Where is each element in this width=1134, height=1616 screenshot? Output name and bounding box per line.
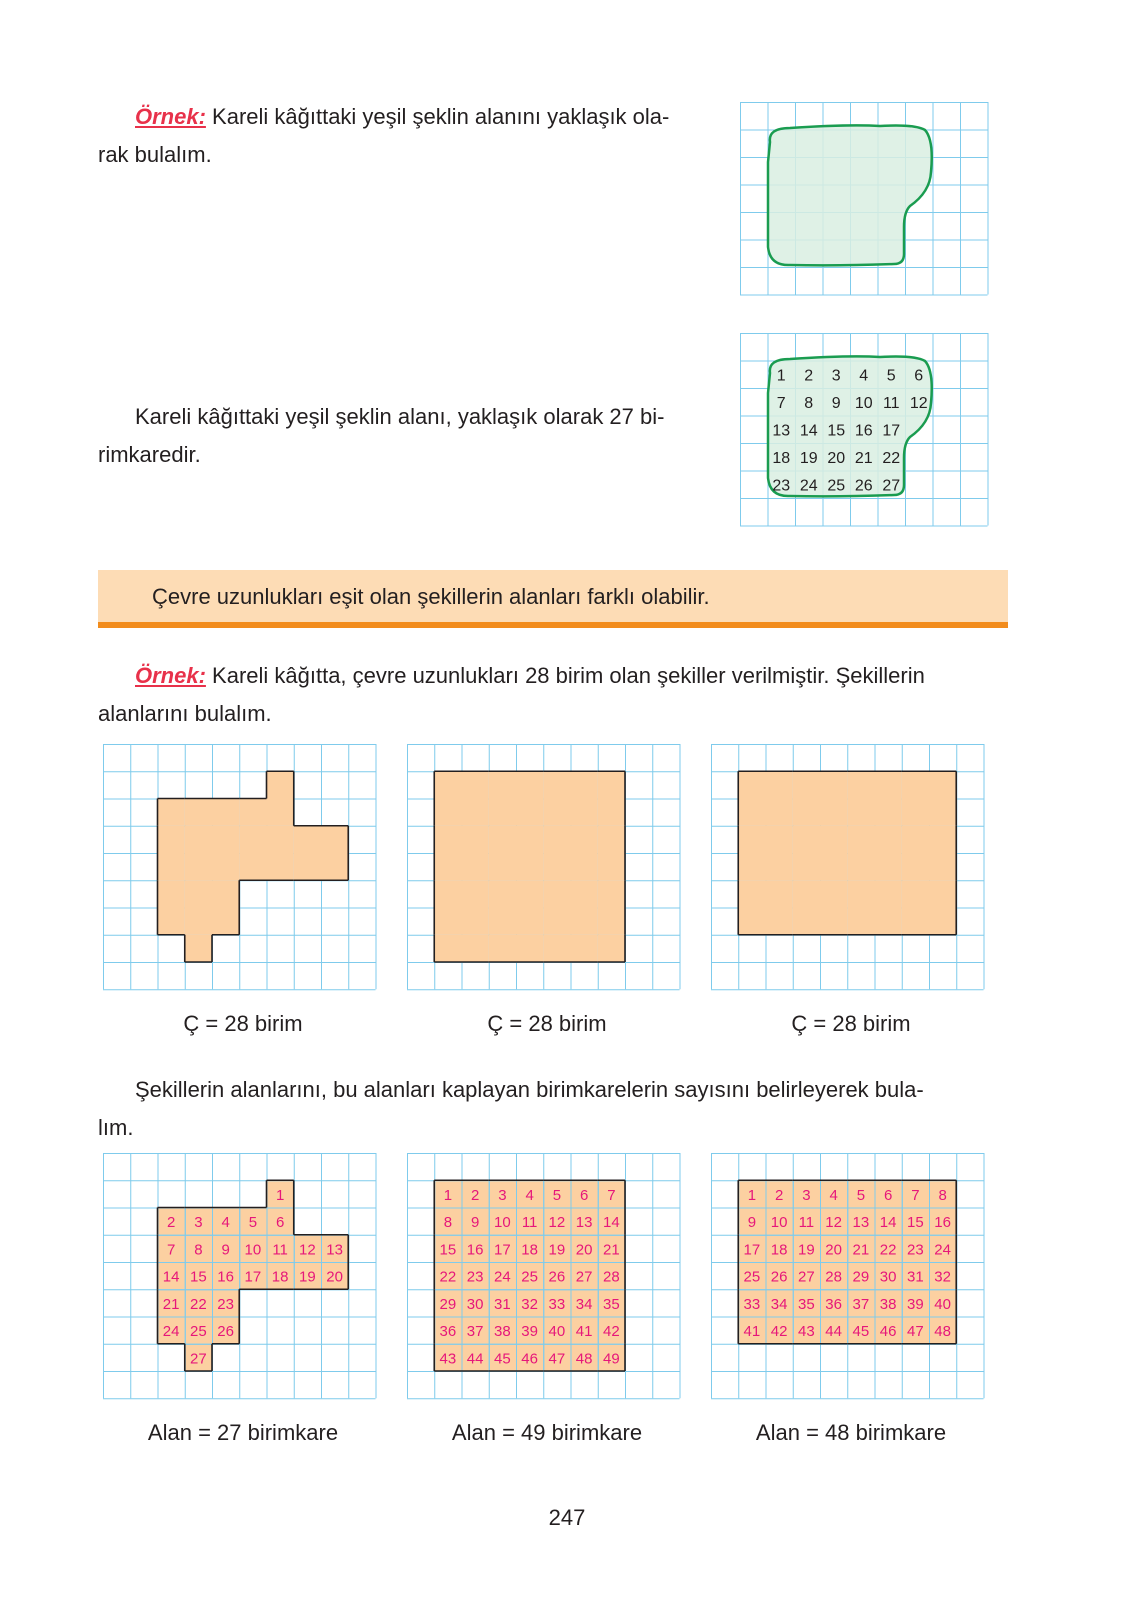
shape-c-grid <box>711 744 991 996</box>
cell-number: 11 <box>272 1241 288 1259</box>
cell-number: 8 <box>804 394 814 412</box>
cell-number: 5 <box>856 1186 866 1204</box>
cell-number: 2 <box>470 1186 480 1204</box>
green-numbered-grid <box>740 333 998 529</box>
cell-number: 24 <box>799 477 818 495</box>
cell-number: 15 <box>439 1241 457 1259</box>
cell-number: 3 <box>194 1214 203 1232</box>
cell-number: 45 <box>852 1323 870 1341</box>
cell-number: 1 <box>443 1186 453 1204</box>
cell-number: 40 <box>548 1323 566 1341</box>
cell-number: 43 <box>798 1323 815 1341</box>
cell-number: 33 <box>548 1295 566 1313</box>
instruction-line1: Şekillerin alanlarını, bu alanları kaplayan birimkarelerin sayısını belirleyerek bula- <box>135 1077 924 1102</box>
cell-number: 23 <box>772 477 791 495</box>
cell-number: 5 <box>248 1214 258 1232</box>
orange-shape <box>738 771 956 935</box>
cell-number: 37 <box>466 1323 484 1341</box>
cell-number: 14 <box>799 422 818 440</box>
cell-number: 38 <box>879 1295 897 1313</box>
cell-number: 42 <box>603 1323 620 1341</box>
cell-number: 7 <box>607 1186 616 1204</box>
cell-number: 27 <box>798 1268 815 1286</box>
cell-number: 24 <box>494 1268 511 1286</box>
cell-number: 36 <box>439 1323 457 1341</box>
cell-number: 8 <box>938 1186 947 1204</box>
cell-number: 48 <box>934 1323 951 1341</box>
cell-number: 35 <box>603 1295 620 1313</box>
cell-number: 23 <box>466 1268 484 1286</box>
cell-number: 21 <box>162 1295 180 1313</box>
cell-number: 43 <box>439 1350 457 1368</box>
cell-number: 26 <box>770 1268 788 1286</box>
area-c-grid <box>711 1153 991 1405</box>
cell-number: 39 <box>907 1295 924 1313</box>
cell-number: 7 <box>776 394 786 412</box>
cell-number: 24 <box>162 1323 180 1341</box>
green-shape <box>768 125 932 265</box>
cell-number: 32 <box>521 1295 538 1313</box>
cell-number: 26 <box>854 477 873 495</box>
info-callout <box>98 570 1008 628</box>
cell-number: 10 <box>770 1214 788 1232</box>
cell-number: 19 <box>299 1268 316 1286</box>
cell-number: 16 <box>854 422 873 440</box>
cell-number: 12 <box>825 1214 842 1232</box>
cell-number: 30 <box>879 1268 897 1286</box>
cell-number: 44 <box>466 1350 484 1368</box>
cell-number: 26 <box>217 1323 234 1341</box>
cell-number: 46 <box>521 1350 538 1368</box>
green-numbered-figure <box>740 333 998 529</box>
cell-number: 31 <box>907 1268 924 1286</box>
callout-text: Çevre uzunlukları eşit olan şekillerin alanları farklı olabilir. <box>152 584 710 609</box>
cell-number: 9 <box>747 1214 757 1232</box>
cell-number: 3 <box>498 1186 507 1204</box>
cell-number: 27 <box>575 1268 593 1286</box>
cell-number: 16 <box>934 1214 951 1232</box>
cell-number: 27 <box>882 477 901 495</box>
cell-number: 29 <box>852 1268 870 1286</box>
cell-number: 7 <box>166 1241 176 1259</box>
cell-number: 39 <box>521 1323 538 1341</box>
cell-number: 22 <box>439 1268 457 1286</box>
cell-number: 46 <box>879 1323 897 1341</box>
cell-number: 44 <box>825 1323 842 1341</box>
cell-number: 1 <box>776 367 786 385</box>
cell-number: 12 <box>909 394 928 412</box>
cell-number: 6 <box>914 367 924 385</box>
cell-number: 13 <box>852 1214 870 1232</box>
cell-number: 20 <box>827 449 846 467</box>
cell-number: 9 <box>221 1241 230 1259</box>
cell-number: 25 <box>190 1323 207 1341</box>
area-b-figure <box>407 1153 687 1405</box>
cell-number: 40 <box>934 1295 951 1313</box>
cell-number: 47 <box>548 1350 566 1368</box>
cell-number: 9 <box>831 394 841 412</box>
green-shape-figure <box>740 102 998 298</box>
ornek-label: Örnek: <box>135 104 206 129</box>
cell-number: 15 <box>190 1268 207 1286</box>
cell-number: 29 <box>439 1295 457 1313</box>
cell-number: 25 <box>827 477 846 495</box>
area-caption-a: Alan = 27 birimkare <box>147 1420 339 1445</box>
cell-number: 12 <box>548 1214 566 1232</box>
page-number: 247 <box>548 1505 586 1530</box>
cell-number: 31 <box>494 1295 511 1313</box>
cell-number: 1 <box>275 1186 285 1204</box>
cell-number: 10 <box>854 394 873 412</box>
shape-a-figure <box>103 744 383 996</box>
cell-number: 4 <box>221 1214 230 1232</box>
example1-line1: Örnek: Kareli kâğıttaki yeşil şeklin alanını yaklaşık ola- <box>135 104 670 129</box>
cell-number: 14 <box>879 1214 897 1232</box>
cell-number: 47 <box>907 1323 924 1341</box>
cell-number: 45 <box>494 1350 511 1368</box>
instruction-line2: lım. <box>98 1115 134 1140</box>
shape-b-grid <box>407 744 687 996</box>
cell-number: 4 <box>829 1186 838 1204</box>
cell-number: 14 <box>603 1214 620 1232</box>
shape-c-figure <box>711 744 991 996</box>
area-caption-c: Alan = 48 birimkare <box>755 1420 947 1445</box>
cell-number: 48 <box>575 1350 593 1368</box>
cell-number: 17 <box>882 422 901 440</box>
cell-number: 35 <box>798 1295 815 1313</box>
cell-number: 41 <box>575 1323 593 1341</box>
cell-number: 41 <box>743 1323 761 1341</box>
cell-number: 16 <box>466 1241 484 1259</box>
cell-number: 8 <box>194 1241 203 1259</box>
cell-number: 21 <box>852 1241 870 1259</box>
cell-number: 17 <box>743 1241 761 1259</box>
result1-line1: Kareli kâğıttaki yeşil şeklin alanı, yaklaşık olarak 27 bi- <box>135 404 665 429</box>
shape-a-grid <box>103 744 383 996</box>
area-c-figure <box>711 1153 991 1405</box>
cell-number: 26 <box>548 1268 566 1286</box>
cell-number: 10 <box>244 1241 262 1259</box>
cell-number: 13 <box>326 1241 343 1259</box>
cell-number: 11 <box>798 1214 815 1232</box>
area-a-figure <box>103 1153 383 1405</box>
cell-number: 21 <box>603 1241 620 1259</box>
cell-number: 13 <box>772 422 791 440</box>
cell-number: 14 <box>162 1268 180 1286</box>
cell-number: 18 <box>772 449 791 467</box>
cell-number: 1 <box>747 1186 757 1204</box>
cell-number: 25 <box>521 1268 538 1286</box>
cell-number: 9 <box>470 1214 480 1232</box>
cell-number: 22 <box>190 1295 207 1313</box>
cell-number: 6 <box>579 1186 589 1204</box>
cell-number: 49 <box>603 1350 620 1368</box>
green-shape <box>768 356 932 496</box>
result1-line2: rimkaredir. <box>98 442 201 467</box>
cell-number: 21 <box>854 449 873 467</box>
area-b-grid <box>407 1153 687 1405</box>
cell-number: 32 <box>934 1268 951 1286</box>
cell-number: 20 <box>575 1241 593 1259</box>
area-a-grid <box>103 1153 383 1405</box>
cell-number: 25 <box>743 1268 761 1286</box>
cell-number: 17 <box>494 1241 511 1259</box>
orange-shape <box>158 771 349 962</box>
cell-number: 3 <box>802 1186 811 1204</box>
cell-number: 2 <box>804 367 814 385</box>
cell-number: 19 <box>799 449 818 467</box>
area-caption-b: Alan = 49 birimkare <box>451 1420 643 1445</box>
cell-number: 28 <box>603 1268 620 1286</box>
cell-number: 6 <box>883 1186 893 1204</box>
perimeter-caption-a: Ç = 28 birim <box>183 1011 303 1036</box>
cell-number: 13 <box>575 1214 593 1232</box>
cell-number: 20 <box>326 1268 343 1286</box>
example1-line2: rak bulalım. <box>98 142 212 167</box>
cell-number: 27 <box>190 1350 207 1368</box>
cell-number: 8 <box>443 1214 453 1232</box>
cell-number: 34 <box>770 1295 788 1313</box>
cell-number: 33 <box>743 1295 761 1313</box>
perimeter-caption-b: Ç = 28 birim <box>487 1011 607 1036</box>
cell-number: 11 <box>882 394 900 412</box>
cell-number: 7 <box>911 1186 920 1204</box>
cell-number: 22 <box>879 1241 897 1259</box>
shape-b-figure <box>407 744 687 996</box>
cell-number: 37 <box>852 1295 870 1313</box>
cell-number: 3 <box>831 367 841 385</box>
cell-number: 2 <box>774 1186 784 1204</box>
cell-number: 38 <box>494 1323 511 1341</box>
green-shape-grid <box>740 102 998 298</box>
cell-number: 24 <box>934 1241 951 1259</box>
cell-number: 18 <box>770 1241 788 1259</box>
orange-shape-cells <box>738 1180 957 1344</box>
cell-number: 11 <box>521 1214 538 1232</box>
cell-number: 19 <box>798 1241 815 1259</box>
cell-number: 18 <box>271 1268 289 1286</box>
cell-number: 6 <box>275 1214 285 1232</box>
cell-number: 10 <box>494 1214 511 1232</box>
cell-number: 22 <box>882 449 901 467</box>
cell-number: 28 <box>825 1268 842 1286</box>
cell-number: 17 <box>244 1268 262 1286</box>
cell-number: 5 <box>552 1186 562 1204</box>
cell-number: 15 <box>827 422 846 440</box>
cell-number: 34 <box>575 1295 593 1313</box>
perimeter-caption-c: Ç = 28 birim <box>791 1011 911 1036</box>
cell-number: 42 <box>770 1323 788 1341</box>
ornek-label-2: Örnek: <box>135 663 206 688</box>
cell-number: 4 <box>859 367 869 385</box>
example2-line1: Örnek: Kareli kâğıtta, çevre uzunlukları 28 birim olan şekiller verilmiştir. Şekillerin <box>135 663 925 688</box>
cell-number: 2 <box>166 1214 176 1232</box>
cell-number: 15 <box>907 1214 924 1232</box>
cell-number: 23 <box>217 1295 234 1313</box>
cell-number: 4 <box>525 1186 534 1204</box>
cell-number: 36 <box>825 1295 842 1313</box>
cell-number: 30 <box>466 1295 484 1313</box>
cell-number: 5 <box>886 367 896 385</box>
orange-shape <box>434 771 625 962</box>
cell-number: 20 <box>825 1241 842 1259</box>
cell-number: 18 <box>521 1241 538 1259</box>
cell-number: 19 <box>548 1241 566 1259</box>
cell-number: 12 <box>299 1241 316 1259</box>
cell-number: 16 <box>217 1268 234 1286</box>
example2-line2: alanlarını bulalım. <box>98 701 272 726</box>
cell-number: 23 <box>907 1241 924 1259</box>
